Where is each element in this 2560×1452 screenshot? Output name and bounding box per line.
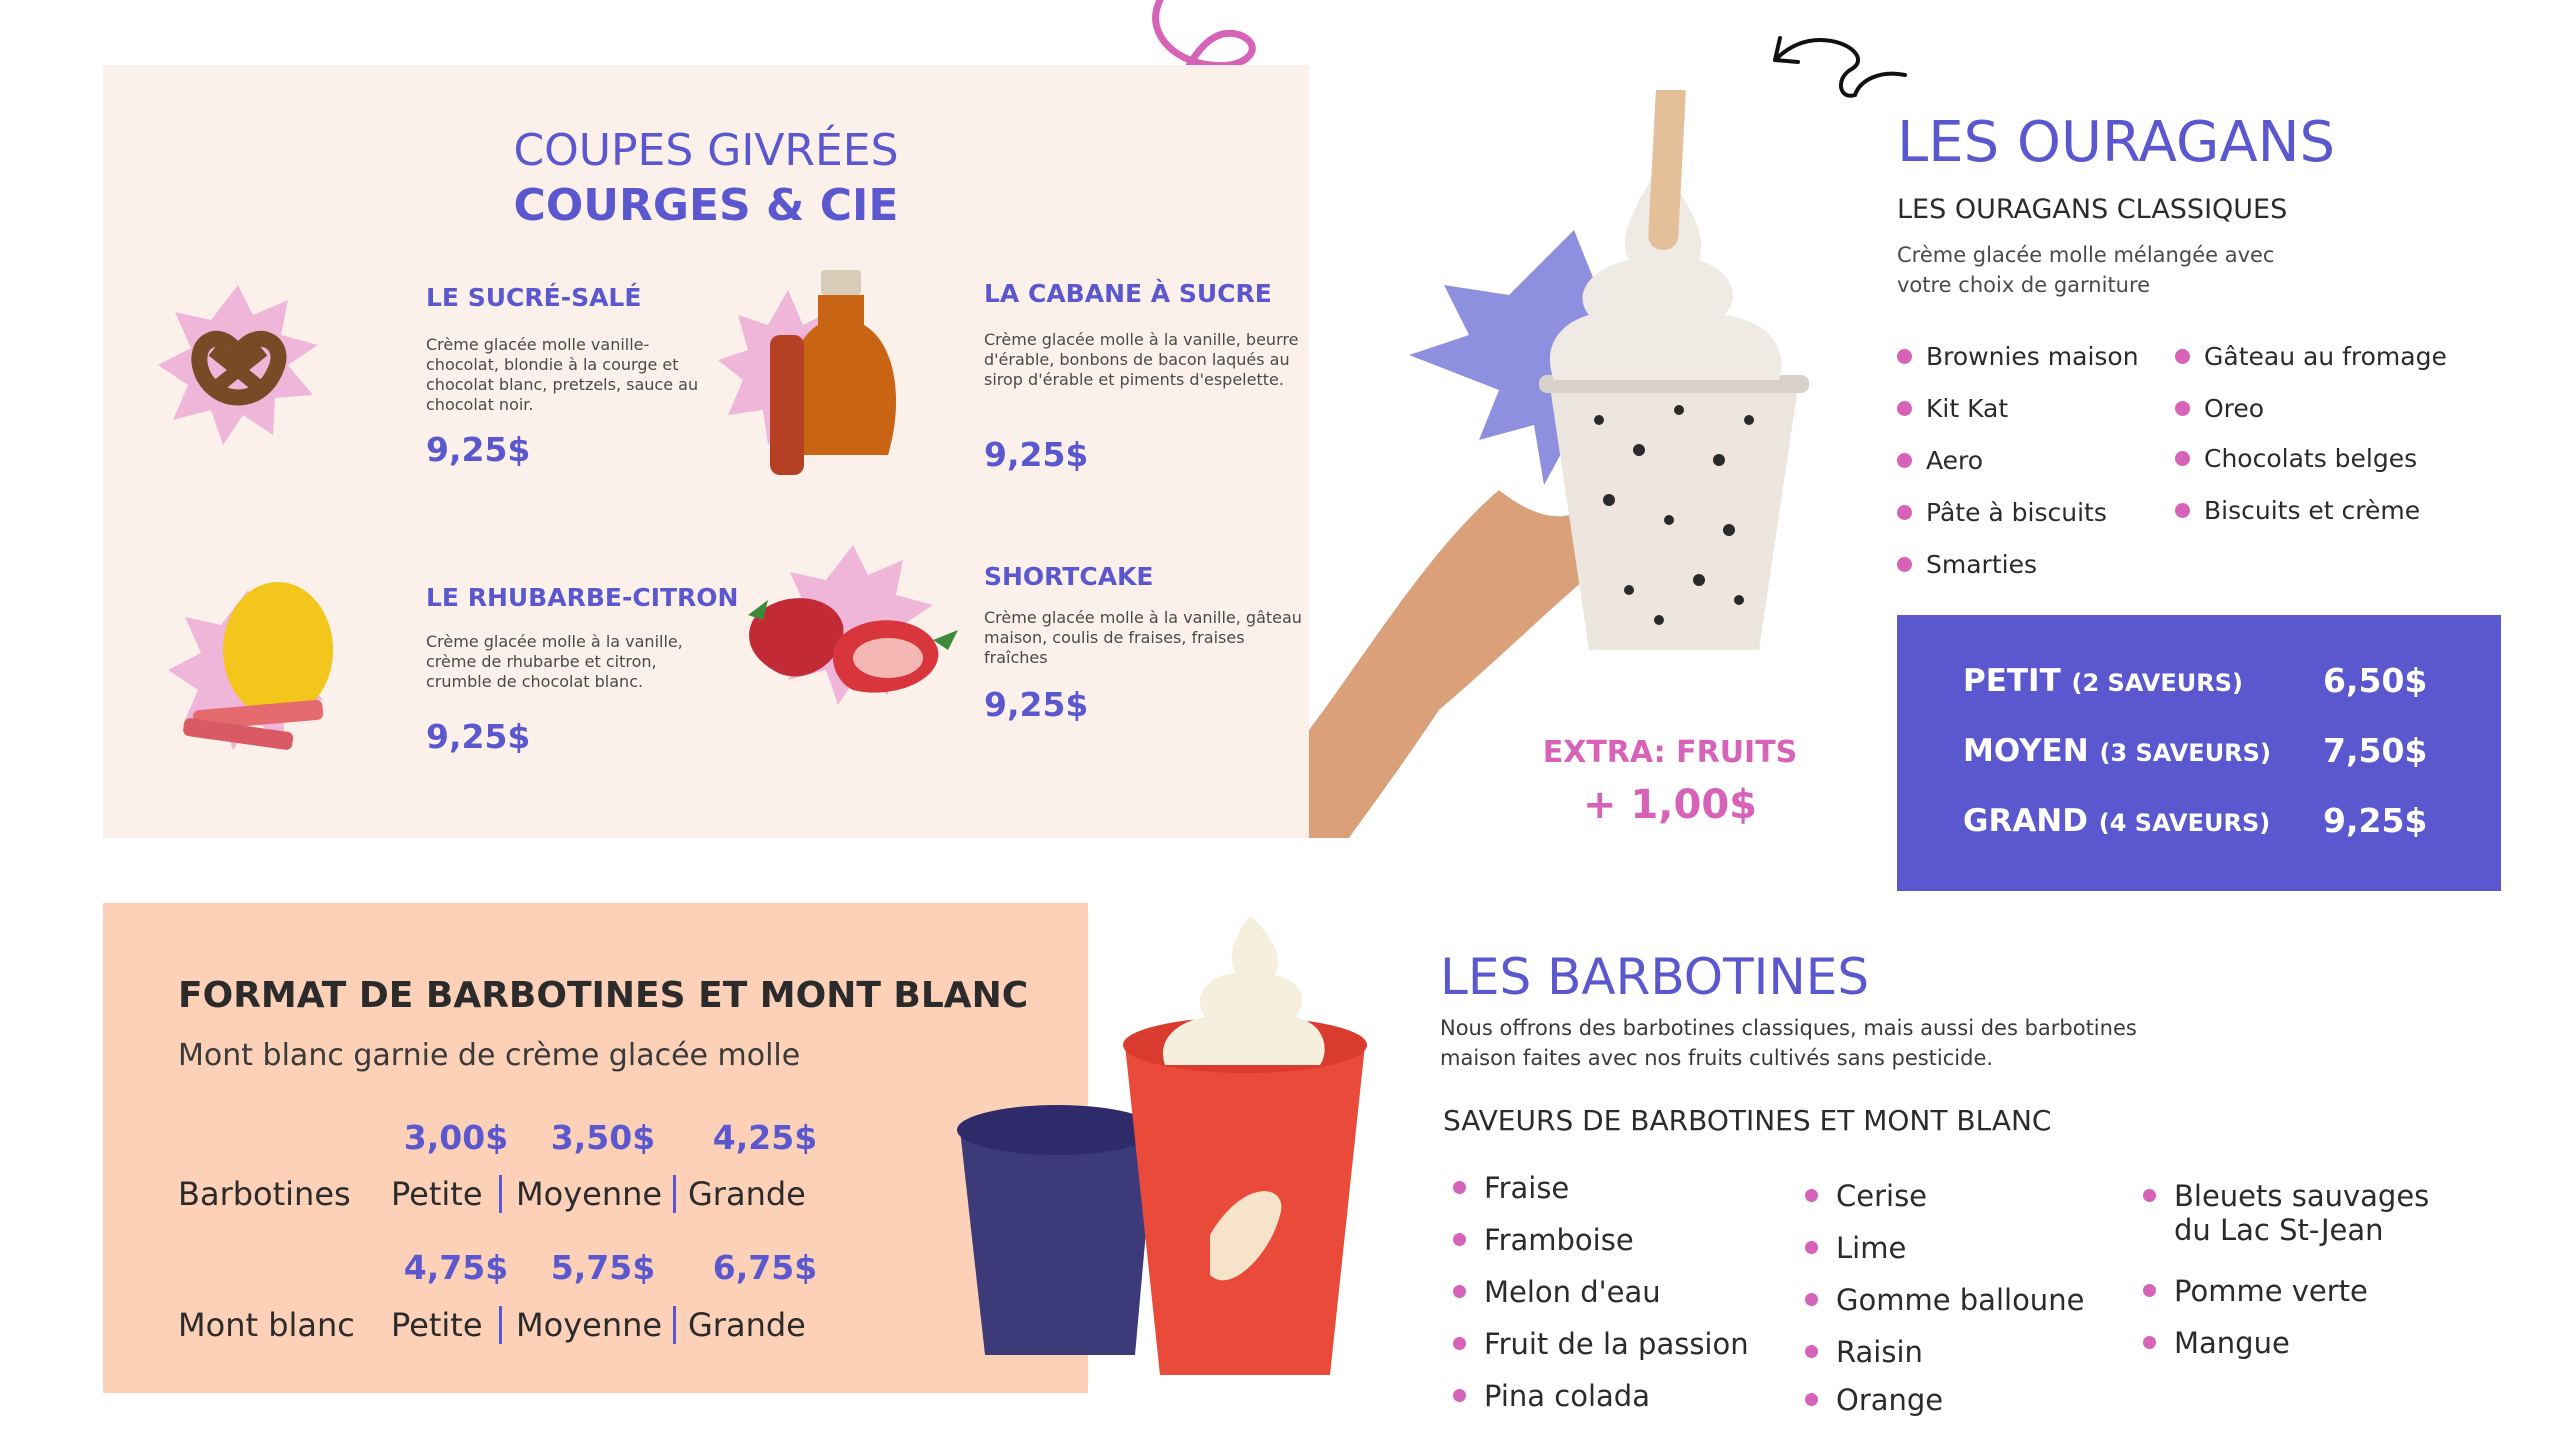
ouragan-hand-image (1309, 90, 1829, 838)
topping-item: Kit Kat (1897, 392, 2139, 424)
item-price-cabane-a-sucre: 9,25$ (984, 435, 1089, 474)
size-moyenne: Moyenne (516, 1306, 663, 1344)
bullet-icon (1453, 1233, 1466, 1246)
separator (499, 1175, 502, 1213)
size-moyen: MOYEN (3 SAVEURS) (1963, 733, 2271, 769)
price-montblanc-moyenne: 5,75$ (550, 1248, 656, 1287)
price-barbotine-grande: 4,25$ (712, 1118, 818, 1157)
format-subtitle: Mont blanc garnie de crème glacée molle (178, 1038, 801, 1073)
bullet-icon (1805, 1241, 1818, 1254)
lemon-rhubarb-image (163, 575, 353, 775)
flavour-item: Orange (1805, 1382, 2084, 1417)
barbotines-title: LES BARBOTINES (1440, 948, 1870, 1006)
extra-fruits-price: + 1,00$ (1583, 782, 1757, 828)
extra-fruits-label: EXTRA: FRUITS (1542, 735, 1798, 770)
flavour-item: Fraise (1453, 1170, 1749, 1205)
toppings-col2 (2175, 340, 2447, 526)
topping-item: Aero (1897, 444, 2139, 476)
bullet-icon (1897, 505, 1912, 520)
barbotines-image (955, 915, 1375, 1395)
size-grande: Grande (688, 1175, 806, 1213)
flavours-col1 (1453, 1170, 1749, 1413)
strawberry-image (733, 540, 968, 730)
size-petite: Petite (391, 1175, 483, 1213)
topping-item: Pâte à biscuits (1897, 496, 2139, 528)
bullet-icon (1805, 1393, 1818, 1406)
flavour-item: Framboise (1453, 1222, 1749, 1257)
topping-item: Chocolats belges (2175, 442, 2447, 474)
bullet-icon (1453, 1181, 1466, 1194)
flavour-item: Pomme verte (2143, 1273, 2429, 1308)
size-petite: Petite (391, 1306, 483, 1344)
size-moyenne: Moyenne (516, 1175, 663, 1213)
separator (673, 1175, 676, 1213)
row-label-mont-blanc: Mont blanc (178, 1306, 355, 1344)
arrow-icon (1760, 30, 1910, 100)
topping-item: Smarties (1897, 548, 2139, 580)
item-price-rhubarbe-citron: 9,25$ (426, 717, 531, 756)
bullet-icon (1453, 1389, 1466, 1402)
bullet-icon (1805, 1189, 1818, 1202)
bullet-icon (1805, 1345, 1818, 1358)
barbotines-subtitle: SAVEURS DE BARBOTINES ET MONT BLANC (1443, 1104, 2052, 1137)
item-desc-sucre-sale: Crème glacée molle vanille-chocolat, blondie à la courge et chocolat blanc, pretzels, sauce au chocolat noir. (426, 335, 699, 414)
format-panel (103, 903, 1088, 1393)
flavours-col2 (1805, 1178, 2084, 1417)
ouragans-price-box (1897, 615, 2501, 891)
flavour-item: Fruit de la passion (1453, 1326, 1749, 1361)
flavour-item: Lime (1805, 1230, 2084, 1265)
size-petit: PETIT (2 SAVEURS) (1963, 663, 2243, 699)
ouragans-subtitle: LES OURAGANS CLASSIQUES (1897, 194, 2288, 225)
coupes-title-line1: COUPES GIVRÉES (513, 125, 899, 176)
item-name-sucre-sale: LE SUCRÉ-SALÉ (426, 283, 642, 312)
flavour-item: Cerise (1805, 1178, 2084, 1213)
bullet-icon (2143, 1336, 2156, 1349)
item-name-cabane-a-sucre: LA CABANE À SUCRE (984, 279, 1272, 308)
price-montblanc-petite: 4,75$ (403, 1248, 509, 1287)
flavour-item: Mangue (2143, 1325, 2429, 1360)
bullet-icon (2175, 503, 2190, 518)
separator (673, 1306, 676, 1344)
bullet-icon (2143, 1189, 2156, 1202)
item-price-sucre-sale: 9,25$ (426, 430, 531, 469)
coupes-title-line2: COURGES & CIE (513, 180, 899, 231)
item-price-shortcake: 9,25$ (984, 685, 1089, 724)
ouragans-title: LES OURAGANS (1897, 110, 2336, 175)
bullet-icon (2143, 1284, 2156, 1297)
topping-item: Biscuits et crème (2175, 494, 2447, 526)
separator (499, 1306, 502, 1344)
item-name-shortcake: SHORTCAKE (984, 562, 1154, 591)
flavour-item: Raisin (1805, 1334, 2084, 1369)
bullet-icon (1897, 557, 1912, 572)
bullet-icon (2175, 451, 2190, 466)
bullet-icon (2175, 401, 2190, 416)
price-grand: 9,25$ (2323, 801, 2428, 840)
item-name-rhubarbe-citron: LE RHUBARBE-CITRON (426, 583, 739, 612)
barbotines-desc-line1: Nous offrons des barbotines classiques, mais aussi des barbotines (1440, 1016, 2137, 1040)
price-montblanc-grande: 6,75$ (712, 1248, 818, 1287)
bullet-icon (1897, 401, 1912, 416)
row-label-barbotines: Barbotines (178, 1175, 351, 1213)
toppings-col1 (1897, 340, 2139, 580)
bullet-icon (1897, 453, 1912, 468)
flavours-col3 (2143, 1178, 2429, 1360)
ouragans-desc-line2: votre choix de garniture (1897, 273, 2151, 297)
size-grande: Grande (688, 1306, 806, 1344)
topping-item: Gâteau au fromage (2175, 340, 2447, 372)
price-barbotine-petite: 3,00$ (403, 1118, 509, 1157)
pretzel-image (153, 280, 323, 450)
size-grand: GRAND (4 SAVEURS) (1963, 803, 2271, 839)
ouragans-desc-line1: Crème glacée molle mélangée avec (1897, 243, 2275, 267)
flavour-item-continued: du Lac St-Jean (2174, 1213, 2384, 1247)
item-desc-rhubarbe-citron: Crème glacée molle à la vanille, crème de rhubarbe et citron, crumble de chocolat blanc. (426, 632, 683, 691)
price-moyen: 7,50$ (2323, 731, 2428, 770)
item-desc-shortcake: Crème glacée molle à la vanille, gâteau maison, coulis de fraises, fraises fraîches (984, 608, 1302, 667)
bullet-icon (1897, 349, 1912, 364)
topping-item: Oreo (2175, 392, 2447, 424)
barbotines-desc-line2: maison faites avec nos fruits cultivés sans pesticide. (1440, 1046, 1994, 1070)
bullet-icon (1453, 1285, 1466, 1298)
coupes-givrees-panel (103, 65, 1309, 838)
bullet-icon (1453, 1337, 1466, 1350)
price-barbotine-moyenne: 3,50$ (550, 1118, 656, 1157)
format-title: FORMAT DE BARBOTINES ET MONT BLANC (178, 975, 1029, 1016)
item-desc-cabane-a-sucre: Crème glacée molle à la vanille, beurre d'érable, bonbons de bacon laqués au sirop d'érable et piments d'espelette. (984, 330, 1299, 389)
price-petit: 6,50$ (2323, 661, 2428, 700)
topping-item: Brownies maison (1897, 340, 2139, 372)
flavour-item: Gomme balloune (1805, 1282, 2084, 1317)
flavour-item: Pina colada (1453, 1378, 1749, 1413)
flavour-item: Melon d'eau (1453, 1274, 1749, 1309)
bullet-icon (2175, 349, 2190, 364)
maple-syrup-image (718, 265, 908, 480)
bullet-icon (1805, 1293, 1818, 1306)
flavour-item: Bleuets sauvages (2143, 1178, 2429, 1213)
